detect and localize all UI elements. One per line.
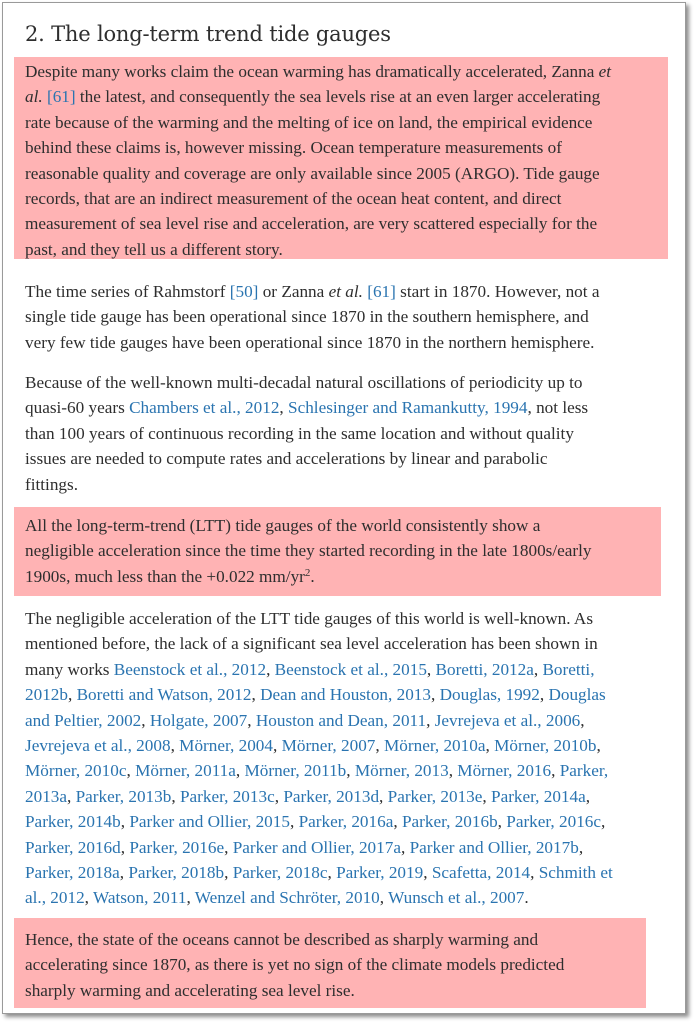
citation-link[interactable]: Beenstock et al., 2012 <box>113 659 267 679</box>
text-line: sharply warming and accelerating sea level rise. <box>25 980 355 1000</box>
citation-link[interactable]: [50] <box>229 282 259 301</box>
text-span: many works <box>25 659 114 679</box>
citation-link[interactable]: Schlesinger and Ramankutty, 1994 <box>288 398 528 418</box>
text-line: All the long-term-trend (LTT) tide gauges of the world consistently show a <box>25 516 541 535</box>
separator: , <box>530 863 539 883</box>
text-span: , not less <box>527 398 589 418</box>
citation-link[interactable]: Jevrejeva et al., 2006 <box>434 710 581 730</box>
citation-link[interactable]: Mörner, 2010b <box>494 736 597 756</box>
citation-link[interactable]: Wenzel and Schröter, 2010 <box>194 888 380 908</box>
text-span: . <box>524 888 529 908</box>
text-span: start in 1870. However, not a <box>395 282 600 301</box>
citation-link[interactable]: Jevrejeva et al., 2008 <box>25 736 171 756</box>
citation-link[interactable]: Douglas <box>548 685 606 705</box>
citation-link[interactable]: Boretti, <box>542 659 595 679</box>
citation-link[interactable]: Mörner, 2016 <box>457 761 552 781</box>
text-line <box>25 682 668 707</box>
separator: , <box>423 863 432 883</box>
citation-link[interactable]: Parker, 2016e <box>129 837 225 857</box>
citation-link[interactable]: Parker and Ollier, 2017a <box>232 837 401 857</box>
text-line <box>25 84 668 109</box>
citation-link[interactable]: Boretti, 2012a <box>435 659 534 679</box>
separator: , <box>224 863 233 883</box>
separator: , <box>224 837 233 857</box>
text-span: the latest, and consequently the sea levels rise at an even larger accelerating <box>75 87 601 107</box>
text-line: The negligible acceleration of the LTT tide gauges of this world is well-known. As <box>25 609 594 628</box>
text-line <box>25 784 668 809</box>
citation-link[interactable]: Parker and Ollier, 2017b <box>409 837 579 857</box>
text-line <box>25 708 668 733</box>
text-line: rate because of the warming and the melting of ice on land, the empirical evidence <box>25 112 593 132</box>
separator: , <box>426 710 435 730</box>
separator: , <box>141 710 150 730</box>
text-line: Because of the well-known multi-decadal natural oscillations of periodicity up to <box>25 373 583 392</box>
separator: , <box>393 812 402 832</box>
separator: , <box>596 736 606 756</box>
citation-link[interactable]: and Peltier, 2002 <box>25 710 142 730</box>
citation-link[interactable]: al., 2012 <box>25 888 85 908</box>
text-line <box>25 885 668 910</box>
separator: , <box>171 786 180 806</box>
citation-link[interactable]: Parker, 2013d <box>283 786 380 806</box>
separator: , <box>551 761 560 781</box>
text-line: negligible acceleration since the time they started recording in the late 1800s/early <box>25 541 592 561</box>
separator: , <box>448 761 458 781</box>
paragraph-3 <box>14 370 668 497</box>
text-line: past, and they tell us a different story. <box>25 239 283 259</box>
separator: , <box>84 888 93 908</box>
citation-link[interactable]: Parker, 2016b <box>401 812 498 832</box>
text-line: records, that are an indirect measurement of the ocean heat content, and direct <box>25 189 562 209</box>
text-line <box>25 279 668 304</box>
text-line: fittings. <box>25 474 78 494</box>
separator: , <box>375 736 384 756</box>
separator: , <box>346 761 355 781</box>
citation-link[interactable]: [61] <box>46 87 76 107</box>
separator: , <box>120 837 130 857</box>
text-line: measurement of sea level rise and acceleration, are very scattered especially for the <box>25 214 598 234</box>
separator: , <box>578 837 588 857</box>
separator: , <box>400 837 410 857</box>
superscript: 2 <box>304 566 311 579</box>
text-line: behind these claims is, however missing. Ocean temperature measurements of <box>25 138 562 158</box>
citation-link[interactable]: 2012b <box>25 685 68 705</box>
separator: , <box>186 888 195 908</box>
text-line: than 100 years of continuous recording in the same location and without quality <box>25 423 574 443</box>
citation-link[interactable]: Houston and Dean, 2011 <box>255 710 427 730</box>
separator: , <box>67 786 76 806</box>
paragraph-2 <box>14 279 668 355</box>
text-line: reasonable quality and coverage are only available since 2005 (ARGO). Tide gauge <box>25 163 600 183</box>
separator: , <box>247 710 256 730</box>
text-span: or Zanna <box>258 282 329 301</box>
separator: , <box>497 812 507 832</box>
text-span: . <box>310 566 315 586</box>
citation-link[interactable]: Parker, 2013e <box>387 786 483 806</box>
separator: , <box>274 786 284 806</box>
citation-link[interactable]: Parker, 2016d <box>25 837 121 857</box>
citation-link[interactable]: Mörner, 2011b <box>244 761 347 781</box>
paragraph-highlighted-2 <box>14 507 661 596</box>
separator: , <box>251 685 261 705</box>
paragraph-highlighted-1 <box>14 57 668 259</box>
section-heading: 2. The long-term trend tide gauges <box>25 22 391 46</box>
citation-link[interactable]: Mörner, 2010a <box>384 736 486 756</box>
paragraph-highlighted-3 <box>14 918 646 1008</box>
citation-link[interactable]: Beenstock et al., 2015 <box>274 659 427 679</box>
text-line <box>25 860 668 885</box>
citation-link[interactable]: Parker, 2014b <box>25 812 121 832</box>
citation-link[interactable]: Parker, 2013b <box>75 786 172 806</box>
text-line: mentioned before, the lack of a significant sea level acceleration has been shown in <box>25 634 598 654</box>
citation-link[interactable]: Parker, 2018a <box>25 863 120 883</box>
separator: , <box>379 786 388 806</box>
citation-link[interactable]: Parker, 2016a <box>298 812 394 832</box>
citation-link[interactable]: Douglas, 1992 <box>439 685 540 705</box>
text-span: The time series of Rahmstorf <box>25 282 230 301</box>
separator: , <box>379 888 389 908</box>
separator: , <box>327 863 337 883</box>
citation-link[interactable]: Schmith et <box>538 863 613 883</box>
separator: , <box>482 786 492 806</box>
separator: , <box>126 761 136 781</box>
citation-link[interactable]: Mörner, 2013 <box>354 761 449 781</box>
italic-text: et al. <box>328 282 363 301</box>
citation-link[interactable]: 2013a <box>25 786 68 806</box>
citation-link[interactable]: Mörner, 2011a <box>135 761 236 781</box>
separator: , <box>539 685 549 705</box>
text-span: quasi-60 years <box>25 398 130 418</box>
text-line <box>25 59 668 84</box>
citation-link[interactable]: Parker, <box>559 761 609 781</box>
separator: , <box>533 659 543 679</box>
citation-link[interactable]: Parker, 2018c <box>232 863 328 883</box>
separator: , <box>235 761 245 781</box>
text-line: single tide gauge has been operational since 1870 in the southern hemisphere, and <box>25 307 589 327</box>
citation-link[interactable]: Parker and Ollier, 2015 <box>129 812 290 832</box>
separator: , <box>272 736 282 756</box>
text-line <box>25 809 668 834</box>
citation-link[interactable]: [61] <box>367 282 396 301</box>
citation-link[interactable]: Dean and Houston, 2013 <box>260 685 431 705</box>
italic-text: al. <box>25 87 43 107</box>
text-line <box>25 758 668 783</box>
italic-text: et <box>598 62 612 81</box>
text-line <box>25 835 668 860</box>
text-line <box>25 657 668 682</box>
citation-link[interactable]: Watson, 2011 <box>92 888 187 908</box>
citation-link[interactable]: Holgate, 2007 <box>149 710 248 730</box>
citation-link[interactable]: Parker, 2013c <box>179 786 275 806</box>
separator: , <box>485 736 495 756</box>
text-line: very few tide gauges have been operational since 1870 in the northern hemisphere. <box>25 332 595 352</box>
separator: , <box>266 659 275 679</box>
separator: , <box>601 812 610 832</box>
text-span: Despite many works claim the ocean warming has dramatically accelerated, Zanna <box>25 62 599 81</box>
citation-link[interactable]: Parker, 2016c <box>506 812 602 832</box>
citation-link[interactable]: Mörner, 2010c <box>25 761 127 781</box>
text-span: 1900s, much less than the +0.022 mm/yr <box>25 566 305 586</box>
citation-link[interactable]: Wunsch et al., 2007 <box>388 888 525 908</box>
citation-link[interactable]: Parker, 2018b <box>128 863 225 883</box>
text-line: accelerating since 1870, as there is yet no sign of the climate models predicted <box>25 955 565 975</box>
text-line: Hence, the state of the oceans cannot be described as sharply warming and <box>25 930 539 949</box>
paragraph-5 <box>14 606 668 911</box>
separator: , <box>170 736 180 756</box>
text-line <box>25 395 668 420</box>
separator: , <box>120 812 130 832</box>
separator: , <box>426 659 436 679</box>
separator: , <box>67 685 77 705</box>
separator: , <box>289 812 299 832</box>
citation-link[interactable]: Parker, 2014a <box>491 786 586 806</box>
text-span: , <box>279 398 289 418</box>
text-line: issues are needed to compute rates and accelerations by linear and parabolic <box>25 449 548 469</box>
separator: , <box>580 710 589 730</box>
citation-link[interactable]: Boretti and Watson, 2012 <box>76 685 252 705</box>
text-line <box>25 564 661 589</box>
separator: , <box>119 863 129 883</box>
citation-link[interactable]: Mörner, 2007 <box>281 736 376 756</box>
citation-link[interactable]: Scafetta, 2014 <box>431 863 531 883</box>
citation-link[interactable]: Chambers et al., 2012 <box>129 398 280 418</box>
separator: , <box>431 685 440 705</box>
citation-link[interactable]: Parker, 2019 <box>336 863 424 883</box>
text-line <box>25 733 668 758</box>
separator: , <box>585 786 595 806</box>
citation-link[interactable]: Mörner, 2004 <box>179 736 273 756</box>
